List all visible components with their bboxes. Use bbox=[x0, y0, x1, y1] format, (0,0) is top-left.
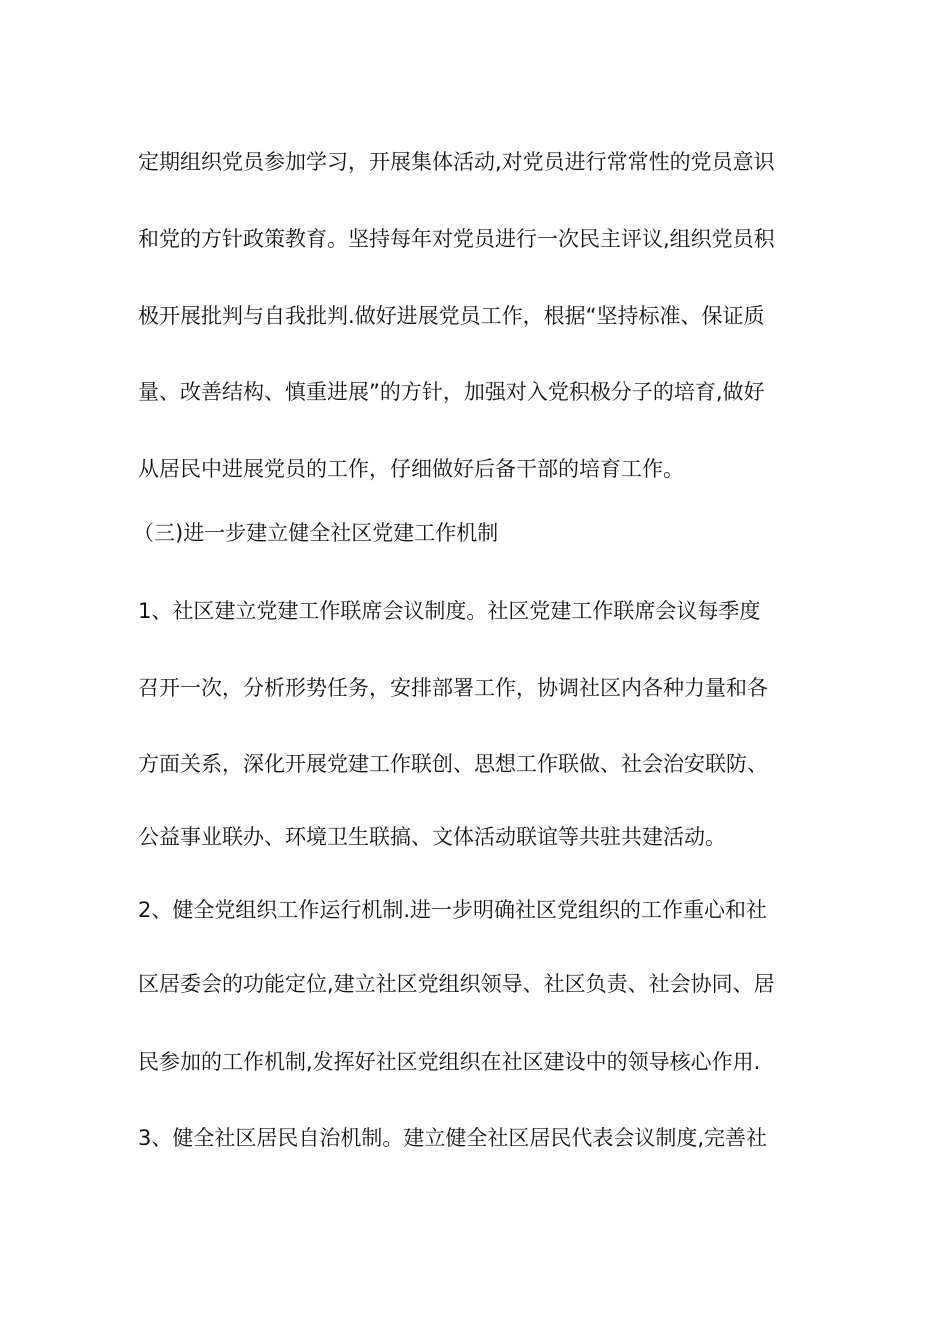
text-line: 召开一次，分析形势任务，安排部署工作，协调社区内各种力量和各 bbox=[138, 676, 768, 700]
section-heading: （三)进一步建立健全社区党建工作机制 bbox=[133, 521, 499, 545]
text-line: 1、社区建立党建工作联席会议制度。社区党建工作联席会议每季度 bbox=[138, 599, 761, 623]
text-line: 从居民中进展党员的工作，仔细做好后备干部的培育工作。 bbox=[138, 457, 684, 481]
text-line: 和党的方针政策教育。坚持每年对党员进行一次民主评议,组织党员积 bbox=[138, 227, 775, 251]
text-line: 公益事业联办、环境卫生联搞、文体活动联谊等共驻共建活动。 bbox=[138, 825, 726, 849]
text-line: 定期组织党员参加学习，开展集体活动,对党员进行常常性的党员意识 bbox=[138, 150, 775, 174]
text-line: 民参加的工作机制,发挥好社区党组织在社区建设中的领导核心作用. bbox=[138, 1050, 761, 1074]
text-line: 区居委会的功能定位,建立社区党组织领导、社区负责、社会协同、居 bbox=[138, 972, 775, 996]
text-line: 3、健全社区居民自治机制。建立健全社区居民代表会议制度,完善社 bbox=[138, 1126, 768, 1150]
text-line: 2、健全党组织工作运行机制.进一步明确社区党组织的工作重心和社 bbox=[138, 898, 768, 922]
text-line: 极开展批判与自我批判.做好进展党员工作，根据“坚持标准、保证质 bbox=[138, 304, 765, 328]
text-line: 量、改善结构、慎重进展”的方针，加强对入党积极分子的培育,做好 bbox=[138, 380, 765, 404]
text-line: 方面关系，深化开展党建工作联创、思想工作联做、社会治安联防、 bbox=[138, 752, 768, 776]
